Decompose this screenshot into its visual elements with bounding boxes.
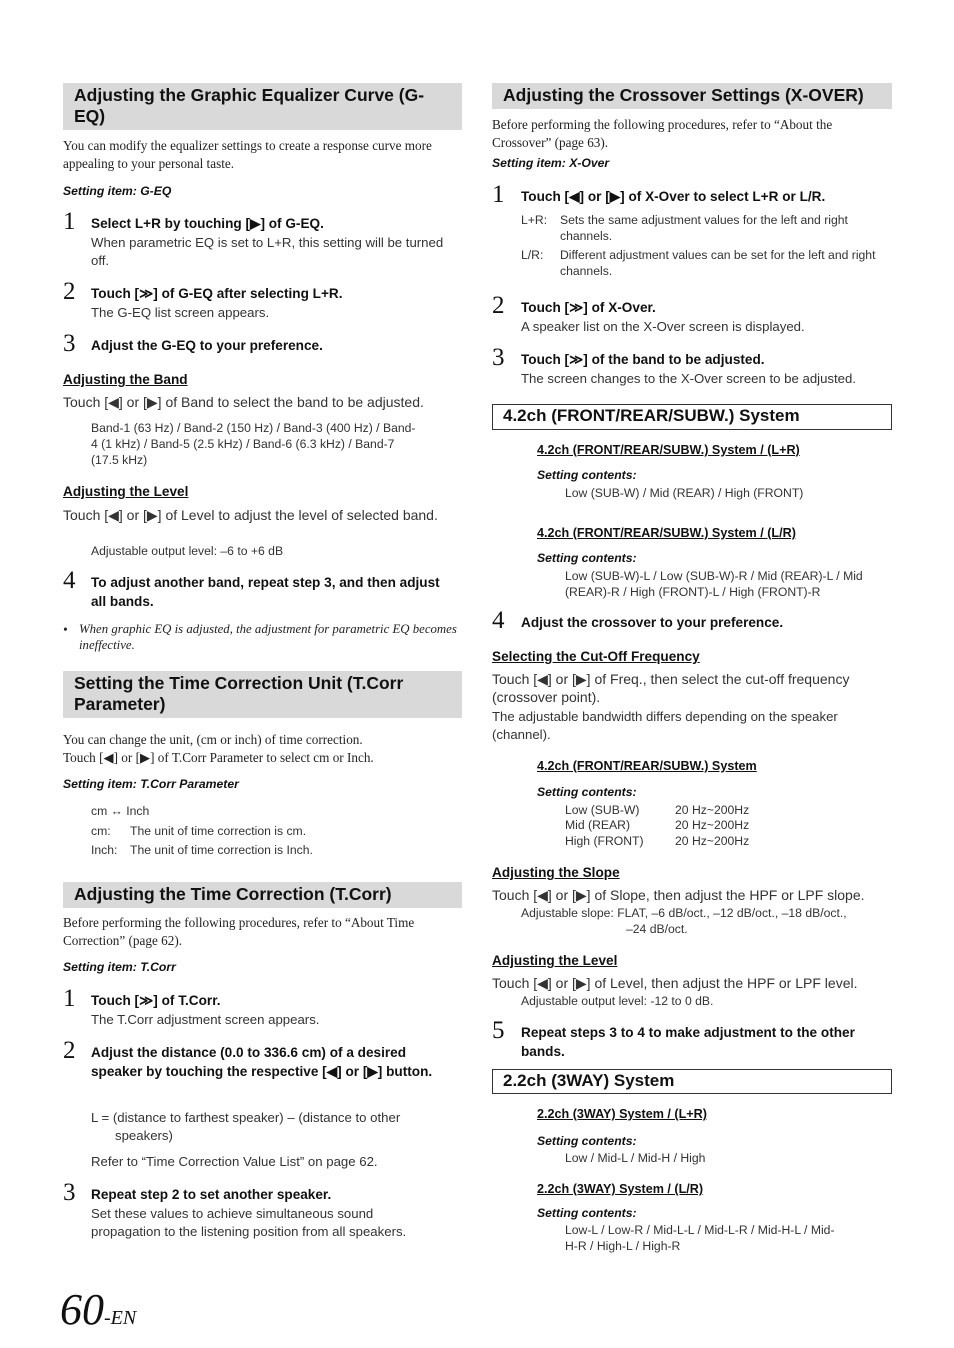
lr-label: L+R: bbox=[521, 213, 548, 227]
tcorr-step2: Adjust the distance (0.0 to 336.6 cm) of a desired speaker by touching the respective [◀] or [▶] button. bbox=[91, 1045, 433, 1079]
l-r-description: Different adjustment values can be set for the left and right channels. bbox=[560, 248, 876, 278]
tcorr-section-title: Adjusting the Time Correction (T.Corr) bbox=[63, 882, 462, 908]
xover-step1-number: 1 bbox=[492, 181, 505, 208]
freq-row-range: 20 Hz~200Hz bbox=[675, 818, 750, 832]
freq-row-range: 20 Hz~200Hz bbox=[675, 834, 750, 848]
freq-row-range: 20 Hz~200Hz bbox=[675, 803, 750, 817]
xover-step3-number: 3 bbox=[492, 344, 505, 371]
system-22-lr-contents: Low / Mid-L / Mid-H / High bbox=[565, 1151, 706, 1165]
geq-step1-note: When parametric EQ is set to L+R, this setting will be turned off. bbox=[91, 235, 444, 268]
distance-formula: L = (distance to farthest speaker) – (distance to other speakers) bbox=[91, 1110, 401, 1143]
slope-range: Adjustable slope: FLAT, –6 dB/oct., –12 dB/oct., –18 dB/oct., bbox=[521, 906, 847, 920]
cutoff-instruction: Touch [◀] or [▶] of Freq., then select the cut-off frequency (crossover point). bbox=[492, 671, 850, 705]
system-42-title: 4.2ch (FRONT/REAR/SUBW.) System bbox=[492, 404, 892, 430]
system-22-l-r-sub: 2.2ch (3WAY) System / (L/R) bbox=[537, 1182, 704, 1196]
xover-step2-note: A speaker list on the X-Over screen is displayed. bbox=[521, 319, 805, 334]
geq-section-title: Adjusting the Graphic Equalizer Curve (G-EQ) bbox=[63, 83, 462, 130]
xover-step2-number: 2 bbox=[492, 292, 505, 319]
geq-step2-number: 2 bbox=[63, 278, 76, 305]
xover-section-title: Adjusting the Crossover Settings (X-OVER) bbox=[492, 83, 892, 109]
inch-description: The unit of time correction is Inch. bbox=[130, 843, 313, 857]
tcorr-step1-number: 1 bbox=[63, 985, 76, 1012]
freq-row-name: High (FRONT) bbox=[565, 834, 644, 848]
xover-step5: Repeat steps 3 to 4 to make adjustment to the other bands. bbox=[521, 1025, 855, 1059]
tcorr-setting-item: Setting item: T.Corr bbox=[63, 960, 176, 974]
geq-step2: Touch [≫] of G-EQ after selecting L+R. bbox=[91, 286, 343, 301]
geq-step2-note: The G-EQ list screen appears. bbox=[91, 305, 270, 320]
geq-step3: Adjust the G-EQ to your preference. bbox=[91, 338, 323, 353]
system-42-lr-sub: 4.2ch (FRONT/REAR/SUBW.) System / (L+R) bbox=[537, 443, 800, 457]
xover-step5-number: 5 bbox=[492, 1017, 505, 1044]
xover-step4: Adjust the crossover to your preference. bbox=[521, 615, 784, 630]
xover-step1: Touch [◀] or [▶] of X-Over to select L+R or L/R. bbox=[521, 189, 826, 204]
tcorr-step3-number: 3 bbox=[63, 1179, 76, 1206]
geq-note-text: When graphic EQ is adjusted, the adjustment for parametric EQ becomes ineffective. bbox=[79, 622, 457, 652]
tcorr-step3-note: Set these values to achieve simultaneous sound propagation to the listening position from all speakers. bbox=[91, 1206, 407, 1239]
geq-step1-number: 1 bbox=[63, 208, 76, 235]
page-number-value: 60 bbox=[60, 1285, 104, 1334]
tcorr-param-intro1: You can change the unit, (cm or inch) of time correction. bbox=[63, 732, 363, 747]
cm-label: cm: bbox=[91, 824, 111, 838]
tcorr-param-setting-item: Setting item: T.Corr Parameter bbox=[63, 777, 239, 791]
geq-step4-number: 4 bbox=[63, 567, 76, 594]
cutoff-heading: Selecting the Cut-Off Frequency bbox=[492, 649, 700, 664]
bullet-dot: • bbox=[63, 622, 68, 637]
tcorr-param-section-title: Setting the Time Correction Unit (T.Corr Parameter) bbox=[63, 671, 462, 718]
system-42-l-r-contents: Low (SUB-W)-L / Low (SUB-W)-R / Mid (REAR)-L / Mid (REAR)-R / High (FRONT)-L / High (FRONT)-R bbox=[565, 569, 863, 599]
page-number bbox=[60, 1284, 136, 1335]
geq-step4: To adjust another band, repeat step 3, and then adjust all bands. bbox=[91, 575, 440, 609]
tcorr-refer: Refer to “Time Correction Value List” on page 62. bbox=[91, 1154, 378, 1169]
xover-level-instruction: Touch [◀] or [▶] of Level, then adjust the HPF or LPF level. bbox=[492, 975, 858, 991]
tcorr-param-intro2: Touch [◀] or [▶] of T.Corr Parameter to select cm or Inch. bbox=[63, 750, 374, 765]
system-22-lr-sub: 2.2ch (3WAY) System / (L+R) bbox=[537, 1107, 707, 1121]
l-r-label: L/R: bbox=[521, 248, 544, 262]
xover-level-range: Adjustable output level: -12 to 0 dB. bbox=[521, 994, 714, 1008]
xover-step4-number: 4 bbox=[492, 607, 505, 634]
tcorr-step3: Repeat step 2 to set another speaker. bbox=[91, 1187, 332, 1202]
geq-step1: Select L+R by touching [▶] of G-EQ. bbox=[91, 216, 324, 231]
system-22-l-r-contents: Low-L / Low-R / Mid-L-L / Mid-L-R / Mid-H-L / Mid-H-R / High-L / High-R bbox=[565, 1223, 835, 1253]
cm-description: The unit of time correction is cm. bbox=[130, 824, 307, 838]
unit-options: cm ↔ Inch bbox=[91, 804, 150, 818]
slope-range-cont: –24 dB/oct. bbox=[626, 922, 688, 936]
setting-contents-label: Setting contents: bbox=[537, 551, 637, 565]
geq-step3-number: 3 bbox=[63, 330, 76, 357]
page-language-suffix: -EN bbox=[104, 1307, 137, 1329]
xover-intro: Before performing the following procedures, refer to “About the Crossover” (page 63). bbox=[492, 117, 833, 150]
xover-step3-note: The screen changes to the X-Over screen to be adjusted. bbox=[521, 371, 857, 386]
level-range: Adjustable output level: –6 to +6 dB bbox=[91, 544, 284, 558]
lr-description: Sets the same adjustment values for the left and right channels. bbox=[560, 213, 848, 243]
slope-instruction: Touch [◀] or [▶] of Slope, then adjust the HPF or LPF slope. bbox=[492, 887, 865, 903]
cutoff-bandwidth-note: The adjustable bandwidth differs depending on the speaker (channel). bbox=[492, 709, 838, 742]
xover-level-heading: Adjusting the Level bbox=[492, 953, 618, 968]
adjusting-level-heading: Adjusting the Level bbox=[63, 484, 189, 499]
setting-contents-label: Setting contents: bbox=[537, 785, 637, 799]
system-22-title: 2.2ch (3WAY) System bbox=[492, 1069, 892, 1094]
geq-note-bullet bbox=[63, 621, 462, 653]
xover-setting-item: Setting item: X-Over bbox=[492, 156, 610, 170]
system-42-lr-contents: Low (SUB-W) / Mid (REAR) / High (FRONT) bbox=[565, 486, 804, 500]
setting-contents-label: Setting contents: bbox=[537, 468, 637, 482]
tcorr-step1: Touch [≫] of T.Corr. bbox=[91, 993, 221, 1008]
setting-contents-label: Setting contents: bbox=[537, 1134, 637, 1148]
xover-step3: Touch [≫] of the band to be adjusted. bbox=[521, 352, 765, 367]
system-42-freq-sub: 4.2ch (FRONT/REAR/SUBW.) System bbox=[537, 759, 757, 773]
system-42-l-r-sub: 4.2ch (FRONT/REAR/SUBW.) System / (L/R) bbox=[537, 526, 796, 540]
slope-heading: Adjusting the Slope bbox=[492, 865, 620, 880]
tcorr-step2-number: 2 bbox=[63, 1037, 76, 1064]
xover-step2: Touch [≫] of X-Over. bbox=[521, 300, 656, 315]
level-instruction: Touch [◀] or [▶] of Level to adjust the level of selected band. bbox=[63, 507, 438, 523]
freq-row-name: Mid (REAR) bbox=[565, 818, 631, 832]
freq-row-name: Low (SUB-W) bbox=[565, 803, 640, 817]
tcorr-step1-note: The T.Corr adjustment screen appears. bbox=[91, 1012, 320, 1027]
adjusting-band-heading: Adjusting the Band bbox=[63, 372, 188, 387]
geq-intro: You can modify the equalizer settings to create a response curve more appealing to your personal taste. bbox=[63, 138, 432, 171]
geq-setting-item: Setting item: G-EQ bbox=[63, 184, 172, 198]
band-list: Band-1 (63 Hz) / Band-2 (150 Hz) / Band-3 (400 Hz) / Band-4 (1 kHz) / Band-5 (2.5 kHz) / Band-6 (6.3 kHz) / Band-7 (17.5 kHz) bbox=[91, 421, 416, 467]
inch-label: Inch: bbox=[91, 843, 118, 857]
band-instruction: Touch [◀] or [▶] of Band to select the band to be adjusted. bbox=[63, 394, 424, 410]
tcorr-intro: Before performing the following procedures, refer to “About Time Correction” (page 62). bbox=[63, 915, 415, 948]
setting-contents-label: Setting contents: bbox=[537, 1206, 637, 1220]
